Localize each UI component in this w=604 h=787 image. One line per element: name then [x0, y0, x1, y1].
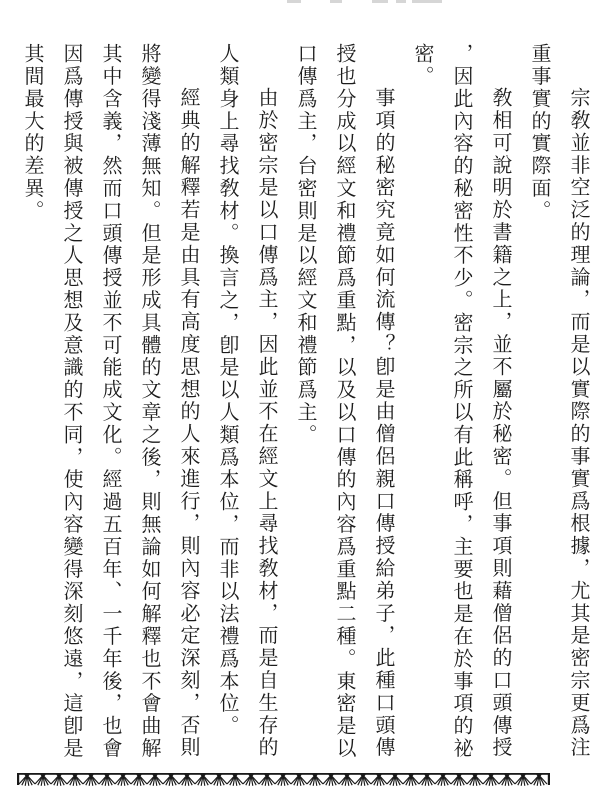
text-column: 重事實的實際面。	[528, 43, 550, 223]
text-column: ，因此內容的秘密性不少。密宗之所以有此稱呼，主要也是在於事項的祕	[450, 43, 472, 760]
text-column: 事項的秘密究竟如何流傳？卽是由僧侶親口傳授給弟子，此種口頭傳	[372, 87, 394, 759]
text-column: 將變得淺薄無知。但是形成具體的文章之後，則無論如何解釋也不會曲解	[138, 43, 160, 760]
text-block	[7, 43, 597, 763]
text-column: 口傳爲主，台密則是以經文和禮節爲主。	[294, 43, 316, 447]
text-column: 授也分成以經文和禮節爲重點，以及以口傳的內容爲重點二種。東密是以	[333, 43, 355, 760]
header-mark	[287, 0, 301, 3]
text-column: 其中含義，然而口頭傳授並不可能成文化。經過五百年、一千年後，也會	[99, 43, 121, 760]
decorative-fan-border	[17, 772, 550, 787]
text-column: 敎相可說明於書籍之上，並不屬於秘密。但事項則藉僧侶的口頭傳授	[489, 87, 511, 759]
header-mark	[396, 0, 406, 3]
header-mark	[412, 0, 442, 3]
text-column: 密。	[411, 43, 433, 88]
text-column: 宗敎並非空泛的理論，而是以實際的事實爲根據，尤其是密宗更爲注	[567, 87, 589, 759]
text-column: 經典的解釋若是由具有高度思想的人來進行，則內容必定深刻，否則	[177, 87, 199, 759]
cropped-running-header	[0, 0, 604, 5]
text-column: 人類身上尋找敎材。換言之，卽是以人類爲本位，而非以法禮爲本位。	[216, 43, 238, 738]
text-column: 其間最大的差異。	[21, 43, 43, 223]
text-column: 因爲傳授與被傳授之人思想及意識的不同，使內容變得深刻悠遠，這卽是	[60, 43, 82, 760]
text-column: 由於密宗是以口傳爲主，因此並不在經文上尋找敎材，而是自生存的	[255, 87, 277, 759]
header-mark	[372, 0, 388, 3]
header-mark	[330, 0, 342, 3]
